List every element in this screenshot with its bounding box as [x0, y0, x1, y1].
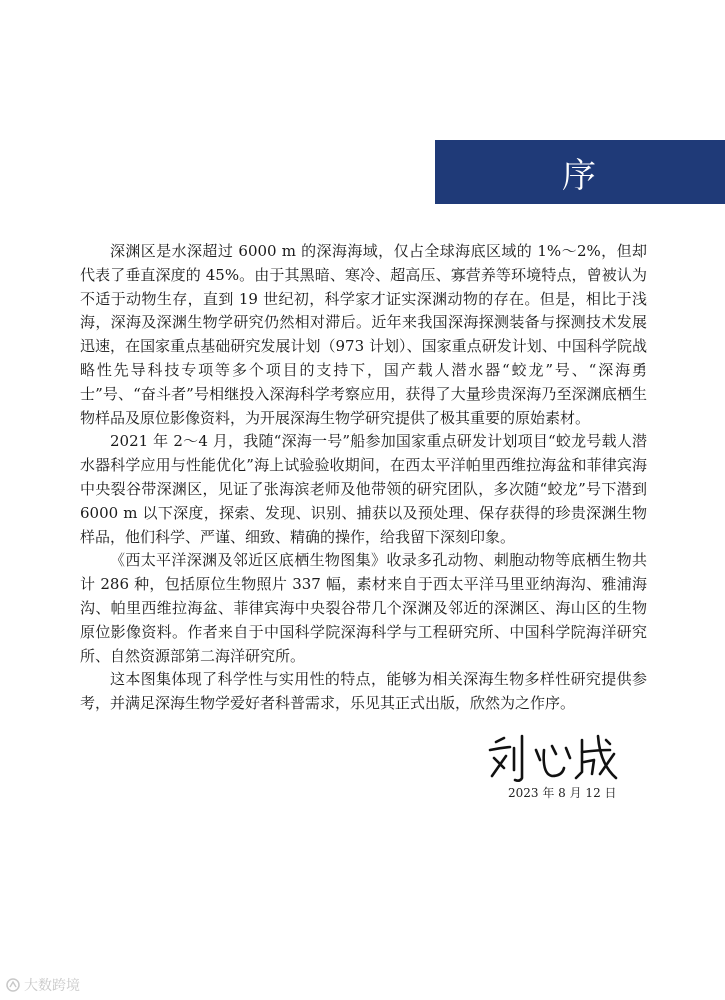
title-banner: [435, 140, 725, 204]
paragraph-2: 2021 年 2～4 月，我随“深海一号”船参加国家重点研发计划项目“蛟龙号载人潜水器科学应用与性能优化”海上试验验收期间，在西太平洋帕里西维拉海盆和菲律宾海中央裂谷带深渊区，见证了张海滨老师及他带领的研究团队，多次随“蛟龙”号下潜到 6000 m 以下深度，探索、发现、识别、捕获以及预处理、保存获得的珍贵深渊生物样品，他们科学、严谨、细致、精确的操作，给我留下深刻印象。: [80, 432, 647, 546]
watermark-logo-icon: [6, 978, 20, 992]
watermark: [6, 975, 80, 995]
paragraph-3: 《西太平洋深渊及邻近区底栖生物图集》收录多孔动物、刺胞动物等底栖生物共计 286 种，包括原位生物照片 337 幅，素材来自于西太平洋马里亚纳海沟、雅浦海沟、帕里西维拉海盆、菲律宾海中央裂谷带几个深渊及邻近的深渊区、海山区的生物原位影像资料。作者来自于中国科学院深海科学与工程研究所、中国科学院海洋研究所、自然资源部第二海洋研究所。: [80, 551, 647, 665]
paragraph-1: 深渊区是水深超过 6000 m 的深海海域，仅占全球海底区域的 1%～2%，但却代表了垂直深度的 45%。由于其黑暗、寒冷、超高压、寡营养等环境特点，曾被认为不适于动物生存，直到 19 世纪初，科学家才证实深渊动物的存在。但是，相比于浅海，深海及深渊生物学研究仍然相对滞后。近年来我国深海探测装备与探测技术发展迅速，在国家重点基础研究发展计划（973 计划）、国家重点研发计划、中国科学院战略性先导科技专项等多个项目的支持下，国产载人潜水器“蛟龙”号、“深海勇士”号、“奋斗者”号相继投入深海科学考察应用，获得了大量珍贵深海乃至深渊底栖生物样品及原位影像资料，为开展深海生物学研究提供了极其重要的原始素材。: [80, 242, 647, 427]
page-title: 序: [562, 155, 598, 196]
signature-date: 2023 年 8 月 12 日: [508, 786, 617, 800]
signature-image: [482, 728, 622, 788]
handwritten-signature: [482, 728, 622, 788]
watermark-text: 大数跨境: [24, 978, 80, 994]
preface-body: [80, 240, 647, 716]
paragraph-4: 这本图集体现了科学性与实用性的特点，能够为相关深海生物多样性研究提供参考，并满足深海生物学爱好者科普需求，乐见其正式出版，欣然为之作序。: [80, 670, 647, 713]
